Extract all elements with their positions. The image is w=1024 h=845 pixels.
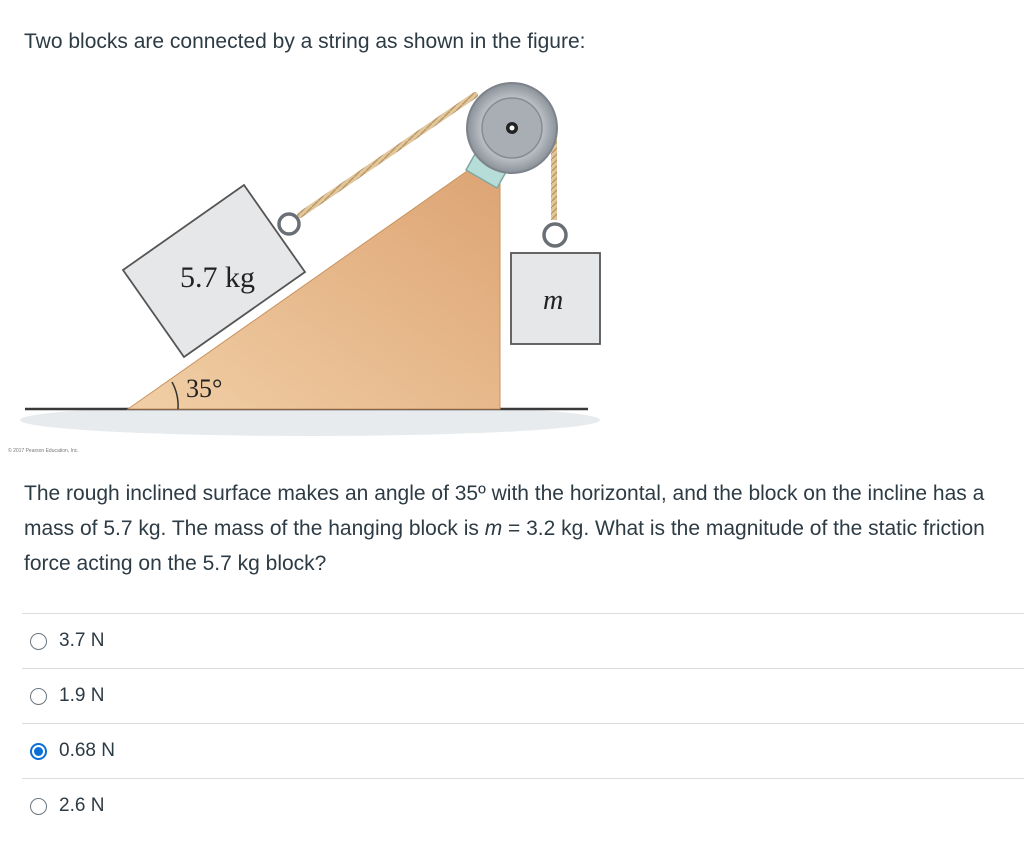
radio-button[interactable] xyxy=(30,633,47,650)
answer-list xyxy=(22,613,1024,833)
answer-option-4[interactable] xyxy=(22,778,1024,833)
figure xyxy=(0,75,620,465)
angle-label: 35° xyxy=(186,374,223,403)
answer-label: 1.9 N xyxy=(59,685,105,706)
hanging-block-ring xyxy=(544,224,566,246)
answer-label: 0.68 N xyxy=(59,740,115,761)
answer-option-1[interactable] xyxy=(22,613,1024,668)
question-text-before: The rough inclined surface makes an angle of 35º with the horizontal, and the block on the incline has a mass of 5.7 kg. The mass of the hanging block is xyxy=(24,482,985,540)
answer-label: 3.7 N xyxy=(59,630,105,651)
radio-button-selected[interactable] xyxy=(30,743,47,760)
answer-option-3[interactable] xyxy=(22,723,1024,778)
question-variable: m xyxy=(484,517,503,540)
radio-button[interactable] xyxy=(30,688,47,705)
question-intro: Two blocks are connected by a string as shown in the figure: xyxy=(24,30,586,53)
question-text-after: = 3.2 kg. What is the magnitude of the static friction force acting on the 5.7 kg block? xyxy=(24,517,985,575)
incline-block-label: 5.7 kg xyxy=(180,261,255,294)
answer-label: 2.6 N xyxy=(59,795,105,816)
copyright-text: © 2017 Pearson Education, Inc. xyxy=(8,448,79,454)
answer-option-2[interactable] xyxy=(22,668,1024,723)
question-text xyxy=(24,476,1019,581)
radio-button[interactable] xyxy=(30,798,47,815)
hanging-block-label: m xyxy=(543,285,564,316)
incline-block-ring xyxy=(279,214,299,234)
